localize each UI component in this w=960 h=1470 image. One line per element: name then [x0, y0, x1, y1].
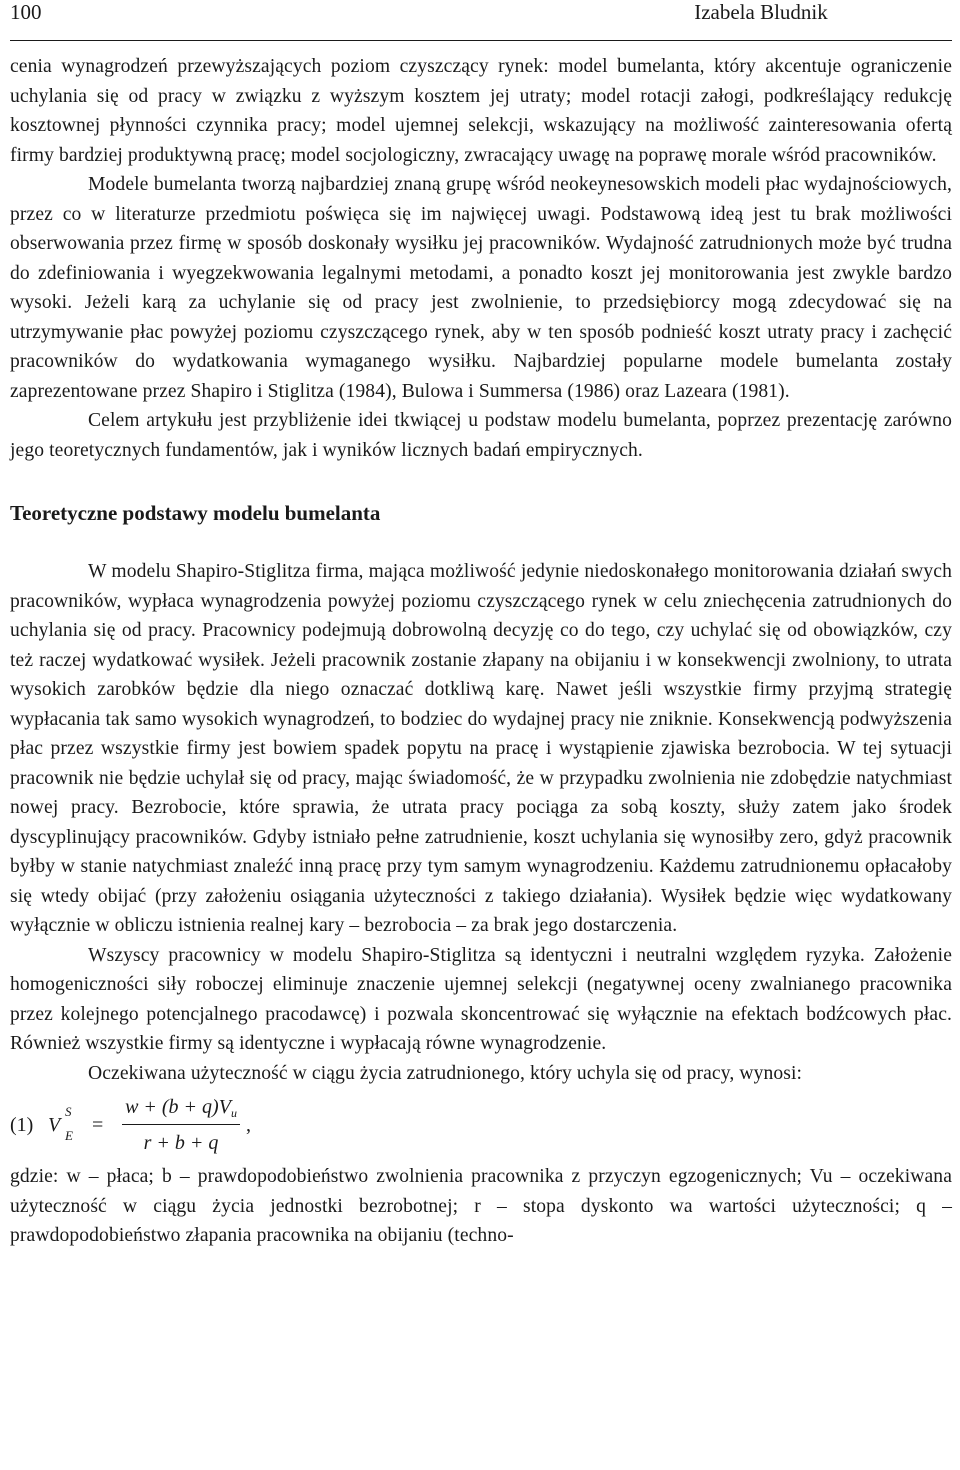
equation-lhs-symbol: V: [48, 1114, 61, 1136]
section-paragraph-2: Wszyscy pracownicy w modelu Shapiro-Stiglitza są identyczni i neutralni względem ryzyka. Założenie homogeniczności siły roboczej eliminuje znaczenie ujemnej selekcji (negatywnej oceny zwalnianego pracownika przez kolejnego potencjalnego pracodawcę) i pozwala skoncentrować się wyłącznie na efektach bodźcowych płac. Również wszystkie firmy są identyczne i wypłacają równe wynagrodzenie.: [10, 944, 952, 1054]
equation-equals: =: [92, 1114, 104, 1136]
equation-lhs: [48, 1104, 73, 1143]
section-paragraph-1: W modelu Shapiro-Stiglitza firma, mająca możliwość jedynie niedoskonałego monitorowania działań swych pracowników, wypłaca wynagrodzenia powyżej poziomu czyszczącego rynek w celu zniechęcenia zatrudnionych do uchylania się od pracy. Pracownicy podejmują dobrowolną decyzję co do tego, czy uchylać się od obowiązków, czy też raczej wydatkować wysiłek. Jeżeli pracownik zostanie złapany na obijaniu i w konsekwencji zwolniony, to utrata wysokich zarobków będzie dla niego oznaczać dotkliwą karę. Nawet jeśli wszystkie firmy przyjmą strategię wypłacania tak samo wysokich wynagrodzeń, to bodziec do wydajnej pracy nie zniknie. Konsekwencją podwyższenia płac przez wszystkie firmy jest bowiem spadek popytu na pracę i wystąpienie zjawiska bezrobocia. W tej sytuacji pracownik nie będzie uchylał się od pracy, mając świadomość, że w przypadku zwolnienia nie zdobędzie natychmiast nowej pracy. Bezrobocie, które sprawia, że utrata pracy pociąga za sobą koszty, służy zatem jako środek dyscyplinujący pracowników. Gdyby istniało pełne zatrudnienie, koszt uchylania się wynosiłby zero, gdyż pracownik byłby w stanie natychmiast znaleźć inną pracę przy tym samym wynagrodzeniu. Każdemu zatrudnionemu opłacałoby się wtedy obijać (przy założeniu osiągania użyteczności z takiego działania). Wysiłek będzie więc wydatkowany wyłącznie w obliczu istnienia realnej kary – bezrobocia – za brak jego dostarczenia.: [10, 561, 952, 936]
intro-paragraph-2: Modele bumelanta tworzą najbardziej znaną grupę wśród neokeynesowskich modeli płac wydajnościowych, przez co w literaturze przedmiotu poświęca się im najwięcej uwagi. Podstawową ideą jest tu brak możliwości obserwowania przez firmę w sposób doskonały wysiłku jej pracowników. Wydajność zatrudnionych może być trudna do zdefiniowania i wyegzekwowania legalnymi metodami, a ponadto koszt jej monitorowania jest zwykle bardzo wysoki. Jeżeli karą za uchylanie się od pracy jest zwolnienie, to przedsiębiorcy mogą zdecydować się na utrzymywanie płac powyżej poziomu czyszczącego rynek, aby w ten sposób podnieść koszt utraty pracy i zachęcić pracowników do wydatkowania wymaganego wysiłku. Najbardziej popularne modele bumelanta zostały zaprezentowane przez Shapiro i Stiglitza (1984), Bulowa i Summersa (1986) oraz Lazeara (1981).: [10, 174, 952, 402]
equation-numerator-subscript: u: [230, 1106, 237, 1120]
page-number: 100: [10, 0, 42, 24]
equation-fraction: [122, 1092, 240, 1157]
equation-denominator: r + b + q: [143, 1132, 219, 1154]
equation-numerator: [122, 1092, 240, 1122]
body-text: [10, 52, 952, 1251]
page: [10, 0, 952, 1251]
intro-paragraph-1: cenia wynagrodzeń przewyższających poziom czyszczący rynek: model bumelanta, który akcentuje ograniczenie uchylania się od pracy w związku z wyższym kosztem jej utraty; model rotacji załogi, podkreślający redukcję kosztownej płynności czynnika pracy; model ujemnej selekcji, wskazujący na możliwość zainteresowania ofertą firmy bardziej produktywną pracę; model socjologiczny, zwracający uwagę na poprawę morale wśród pracowników.: [10, 56, 952, 166]
fraction-bar: [122, 1124, 240, 1125]
equation-lhs-superscript: S: [65, 1104, 72, 1119]
section-paragraph-3: Oczekiwana użyteczność w ciągu życia zatrudnionego, który uchyla się od pracy, wynosi:: [88, 1062, 803, 1084]
section-paragraph-4: gdzie: w – płaca; b – prawdopodobieństwo zwolnienia pracownika z przyczyn egzogenicznych; Vu – oczekiwana użyteczność w ciągu życia jednostki bezrobotnej; r – stopa dyskonto wa wartości użyteczności; q – prawdopodobieństwo złapania pracownika na obijaniu (techno-: [10, 1166, 952, 1246]
equation-lhs-subscript: E: [65, 1128, 73, 1143]
equation-numerator-text: w + (b + q)V: [125, 1096, 231, 1118]
intro-paragraph-3: Celem artykułu jest przybliżenie idei tkwiącej u podstaw modelu bumelanta, poprzez prezentację zarówno jego teoretycznych fundamentów, jak i wyników licznych badań empirycznych.: [10, 410, 952, 461]
author-wrap: [10, 0, 952, 24]
equation-number: (1): [10, 1114, 34, 1136]
equation-1: [10, 1092, 952, 1158]
author-name: Izabela Bludnik: [694, 0, 828, 24]
section-heading: Teoretyczne podstawy modelu bumelanta: [10, 501, 381, 525]
equation-comma: ,: [246, 1114, 251, 1136]
running-header: [10, 0, 952, 41]
